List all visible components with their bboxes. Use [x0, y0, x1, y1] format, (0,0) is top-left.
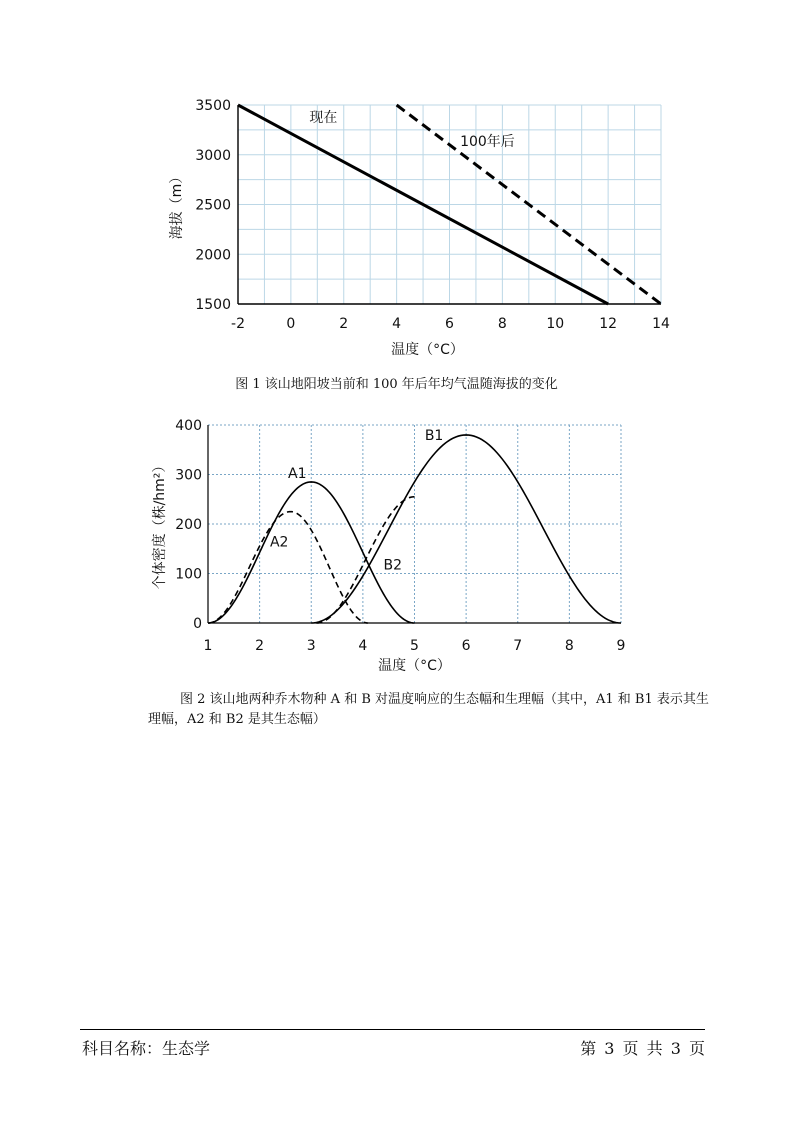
x-tick-label: 8 — [564, 638, 574, 654]
footer-subject: 科目名称：生态学 — [82, 1039, 211, 1058]
y-tick-label: 3500 — [195, 98, 231, 114]
y-tick-label: 100 — [175, 566, 202, 583]
series-label: 现在 — [309, 109, 338, 126]
y-axis-title: 个体密度（株/hm²） — [152, 458, 168, 590]
x-tick-label: 12 — [599, 316, 618, 332]
y-tick-label: 400 — [175, 418, 202, 434]
x-tick-label: 4 — [392, 316, 402, 332]
x-tick-label: 8 — [497, 316, 507, 332]
figure1-caption: 图 1 该山地阳坡当前和 100 年后年均气温随海拔的变化 — [235, 377, 558, 392]
y-tick-label: 2500 — [195, 197, 231, 214]
y-tick-label: 200 — [175, 517, 202, 533]
x-tick-label: 0 — [286, 316, 296, 332]
series-label: A2 — [269, 534, 289, 551]
x-tick-label: -2 — [231, 316, 245, 332]
series-label: B2 — [383, 557, 403, 574]
series-label: B1 — [424, 427, 444, 444]
y-tick-label: 0 — [193, 616, 202, 632]
y-tick-label: 2000 — [195, 247, 231, 264]
y-axis-title: 海拔（m） — [169, 169, 185, 240]
x-tick-label: 2 — [339, 316, 349, 332]
x-axis-title: 温度（°C） — [378, 658, 451, 674]
footer-divider — [80, 1029, 705, 1030]
series-label: A1 — [288, 465, 307, 482]
x-tick-label: 3 — [306, 638, 316, 654]
footer-page-number: 第 3 页 共 3 页 — [580, 1039, 705, 1058]
y-tick-label: 300 — [175, 467, 202, 484]
x-tick-label: 6 — [445, 316, 454, 332]
x-tick-label: 7 — [513, 638, 523, 654]
series-label: 100年后 — [460, 133, 515, 150]
x-axis-title: 温度（°C） — [391, 342, 464, 358]
x-tick-label: 10 — [546, 316, 565, 332]
x-tick-label: 2 — [255, 638, 265, 654]
x-tick-label: 1 — [203, 638, 213, 654]
y-tick-label: 3000 — [195, 147, 231, 164]
x-tick-label: 9 — [616, 638, 626, 654]
x-tick-label: 6 — [461, 638, 471, 654]
x-tick-label: 4 — [358, 638, 368, 654]
figure2-caption: 图 2 该山地两种乔木物种 A 和 B 对温度响应的生态幅和生理幅（其中，A1 和 B1 表示其生理幅，A2 和 B2 是其生态幅） — [148, 692, 709, 727]
y-tick-label: 1500 — [195, 297, 231, 313]
x-tick-label: 14 — [652, 316, 670, 332]
x-tick-label: 5 — [410, 638, 419, 654]
